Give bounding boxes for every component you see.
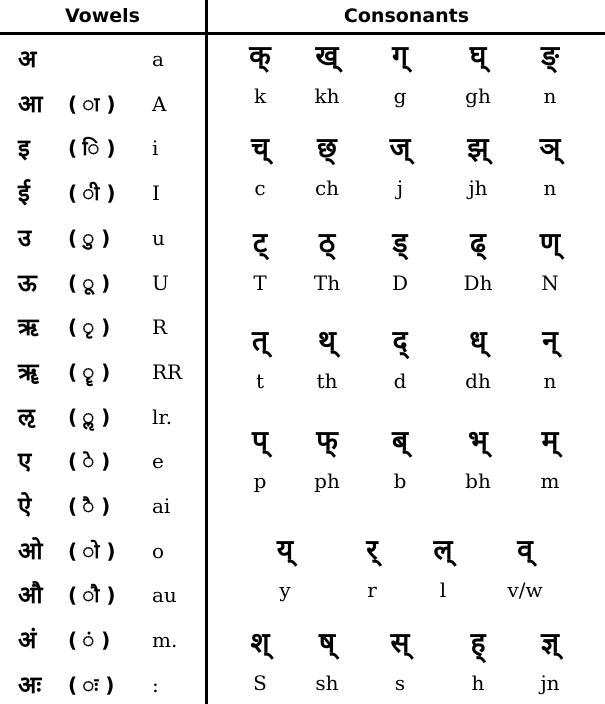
consonant-letter: र्: [366, 533, 378, 566]
consonant-transliteration: j: [396, 176, 404, 200]
vowel-row: [0, 85, 205, 123]
vowel-sign: ( े ): [68, 449, 111, 474]
vowel-row: [0, 666, 205, 704]
consonant-transliteration: n: [543, 84, 557, 108]
vowel-letter: अ: [18, 45, 37, 73]
consonant-transliteration: Th: [313, 271, 341, 295]
consonant-transliteration: T: [253, 271, 267, 295]
vowel-row: [0, 174, 205, 212]
consonant-transliteration: s: [394, 671, 406, 695]
consonant-transliteration: c: [254, 176, 266, 200]
vowel-transliteration: o: [152, 538, 165, 563]
vowel-row: [0, 219, 205, 257]
consonant-letter: ष्: [318, 626, 336, 659]
consonant-transliteration: p: [253, 469, 267, 493]
consonant-transliteration: t: [255, 369, 265, 393]
consonant-letter: ब्: [392, 424, 408, 457]
consonant-letter: व्: [517, 533, 533, 566]
header-divider: [0, 32, 605, 35]
consonant-letter: त्: [252, 324, 268, 357]
consonant-transliteration: l: [439, 578, 447, 602]
vowel-letter: ॠ: [18, 357, 39, 386]
consonant-letter: द्: [392, 324, 408, 357]
consonant-letter: च्: [251, 131, 269, 164]
consonant-transliteration: bh: [465, 469, 491, 493]
consonant-letter: न्: [542, 324, 558, 357]
consonant-transliteration: v/w: [507, 578, 543, 602]
vowel-sign: ( ु ): [68, 225, 111, 250]
consonant-transliteration: d: [393, 369, 407, 393]
vowel-letter: ऌ: [18, 402, 35, 431]
consonant-transliteration: k: [253, 84, 267, 108]
consonant-transliteration: ch: [314, 176, 340, 200]
vowel-transliteration: R: [152, 315, 168, 340]
consonant-letter: ल्: [433, 533, 453, 566]
consonant-transliteration: N: [541, 271, 559, 295]
vowel-row: [0, 129, 205, 167]
vowel-sign: ( ि ): [68, 136, 116, 161]
consonant-letter: ठ्: [318, 226, 336, 259]
consonant-transliteration: b: [393, 469, 407, 493]
vowel-sign: ( ी ): [68, 181, 116, 206]
vowel-letter: इ: [18, 134, 30, 163]
vowel-letter: अः: [18, 670, 42, 699]
vowel-transliteration: u: [152, 225, 165, 250]
consonant-letter: ख्: [315, 39, 339, 72]
consonant-letter: ड्: [392, 226, 408, 259]
vowel-row: [0, 308, 205, 346]
consonant-letter: ञ्: [539, 131, 561, 164]
consonant-letter: ग्: [392, 39, 408, 72]
consonant-letter: ढ्: [470, 226, 486, 259]
consonant-letter: फ्: [316, 424, 338, 457]
vowel-row: [0, 532, 205, 570]
consonants-header: Consonants: [343, 5, 470, 27]
consonant-transliteration: r: [367, 578, 377, 602]
consonant-letter: भ्: [468, 424, 488, 457]
vowel-sign: ( ो ): [68, 538, 116, 563]
vowel-transliteration: au: [152, 583, 177, 608]
vowel-sign: ( ृ ): [68, 315, 111, 340]
vowel-sign: ( ॄ ): [68, 359, 111, 384]
consonant-letter: छ्: [317, 131, 337, 164]
consonant-transliteration: h: [471, 671, 485, 695]
vowel-transliteration: RR: [152, 359, 183, 384]
consonant-letter: ज्ञ्: [541, 626, 559, 659]
vowel-transliteration: ai: [152, 494, 171, 518]
consonant-letter: ण्: [539, 226, 561, 259]
vowel-letter: ऊ: [18, 268, 37, 297]
vowel-sign: ( ं ): [68, 628, 111, 653]
vowel-sign: ( ा ): [68, 91, 116, 116]
consonant-letter: झ्: [467, 131, 489, 164]
vowel-row: [0, 487, 205, 525]
vowel-letter: आ: [18, 89, 43, 118]
consonant-letter: म्: [541, 424, 559, 457]
consonant-transliteration: Dh: [463, 271, 493, 295]
vowel-sign: ( ू ): [68, 270, 111, 295]
vowel-letter: ऋ: [18, 313, 39, 342]
consonant-transliteration: kh: [314, 84, 340, 108]
vowel-letter: ई: [18, 179, 30, 208]
consonant-letter: श्: [250, 626, 270, 659]
vowel-letter: अं: [18, 626, 37, 655]
vowel-letter: ऐ: [18, 492, 32, 520]
vowel-transliteration: lr.: [152, 404, 173, 429]
consonant-letter: ध्: [469, 324, 487, 357]
consonant-letter: क्: [249, 39, 271, 72]
consonant-letter: य्: [276, 533, 294, 566]
consonant-letter: ह्: [470, 626, 486, 659]
consonant-transliteration: th: [316, 369, 338, 393]
vowel-letter: ए: [18, 447, 32, 476]
consonant-letter: स्: [390, 626, 410, 659]
consonant-transliteration: ph: [314, 469, 340, 493]
vowels-header: Vowels: [65, 5, 140, 27]
consonant-transliteration: jh: [468, 176, 488, 200]
consonant-letter: ङ्: [541, 39, 559, 72]
vowel-transliteration: e: [152, 449, 164, 474]
vowel-sign: ( ॢ ): [68, 404, 111, 429]
vowel-sign: ( ः ): [68, 672, 115, 697]
consonant-transliteration: jn: [540, 671, 560, 695]
consonant-letter: ट्: [252, 226, 268, 259]
consonant-transliteration: n: [543, 176, 557, 200]
consonant-transliteration: S: [253, 671, 267, 695]
consonant-letter: ज्: [389, 131, 411, 164]
vowel-transliteration: A: [152, 91, 167, 116]
consonant-letter: प्: [252, 424, 268, 457]
vowel-transliteration: :: [152, 672, 159, 697]
consonant-transliteration: gh: [465, 84, 491, 108]
vowel-transliteration: U: [152, 270, 169, 295]
vowel-row: [0, 621, 205, 659]
consonant-transliteration: g: [393, 84, 407, 108]
vowel-letter: उ: [18, 223, 32, 252]
vowel-transliteration: I: [152, 181, 160, 206]
consonant-transliteration: m: [540, 469, 560, 493]
vowel-row: [0, 398, 205, 436]
vowel-transliteration: a: [152, 47, 164, 71]
consonant-letter: थ्: [318, 324, 336, 357]
column-divider: [205, 0, 208, 704]
vowel-sign: ( ै ): [68, 494, 111, 518]
vowel-sign: ( ौ ): [68, 583, 116, 608]
vowel-row: [0, 442, 205, 480]
consonant-transliteration: n: [543, 369, 557, 393]
vowel-letter: औ: [18, 581, 43, 610]
consonant-transliteration: y: [279, 578, 291, 602]
vowel-row: [0, 576, 205, 614]
consonant-transliteration: sh: [315, 671, 339, 695]
consonant-transliteration: dh: [465, 369, 491, 393]
consonant-letter: घ्: [469, 39, 487, 72]
consonant-transliteration: D: [391, 271, 409, 295]
vowel-transliteration: i: [152, 136, 159, 161]
vowel-transliteration: m.: [152, 628, 178, 653]
vowel-row: [0, 264, 205, 302]
vowel-row: [0, 353, 205, 391]
vowel-row: [0, 40, 205, 78]
vowel-letter: ओ: [18, 536, 43, 565]
